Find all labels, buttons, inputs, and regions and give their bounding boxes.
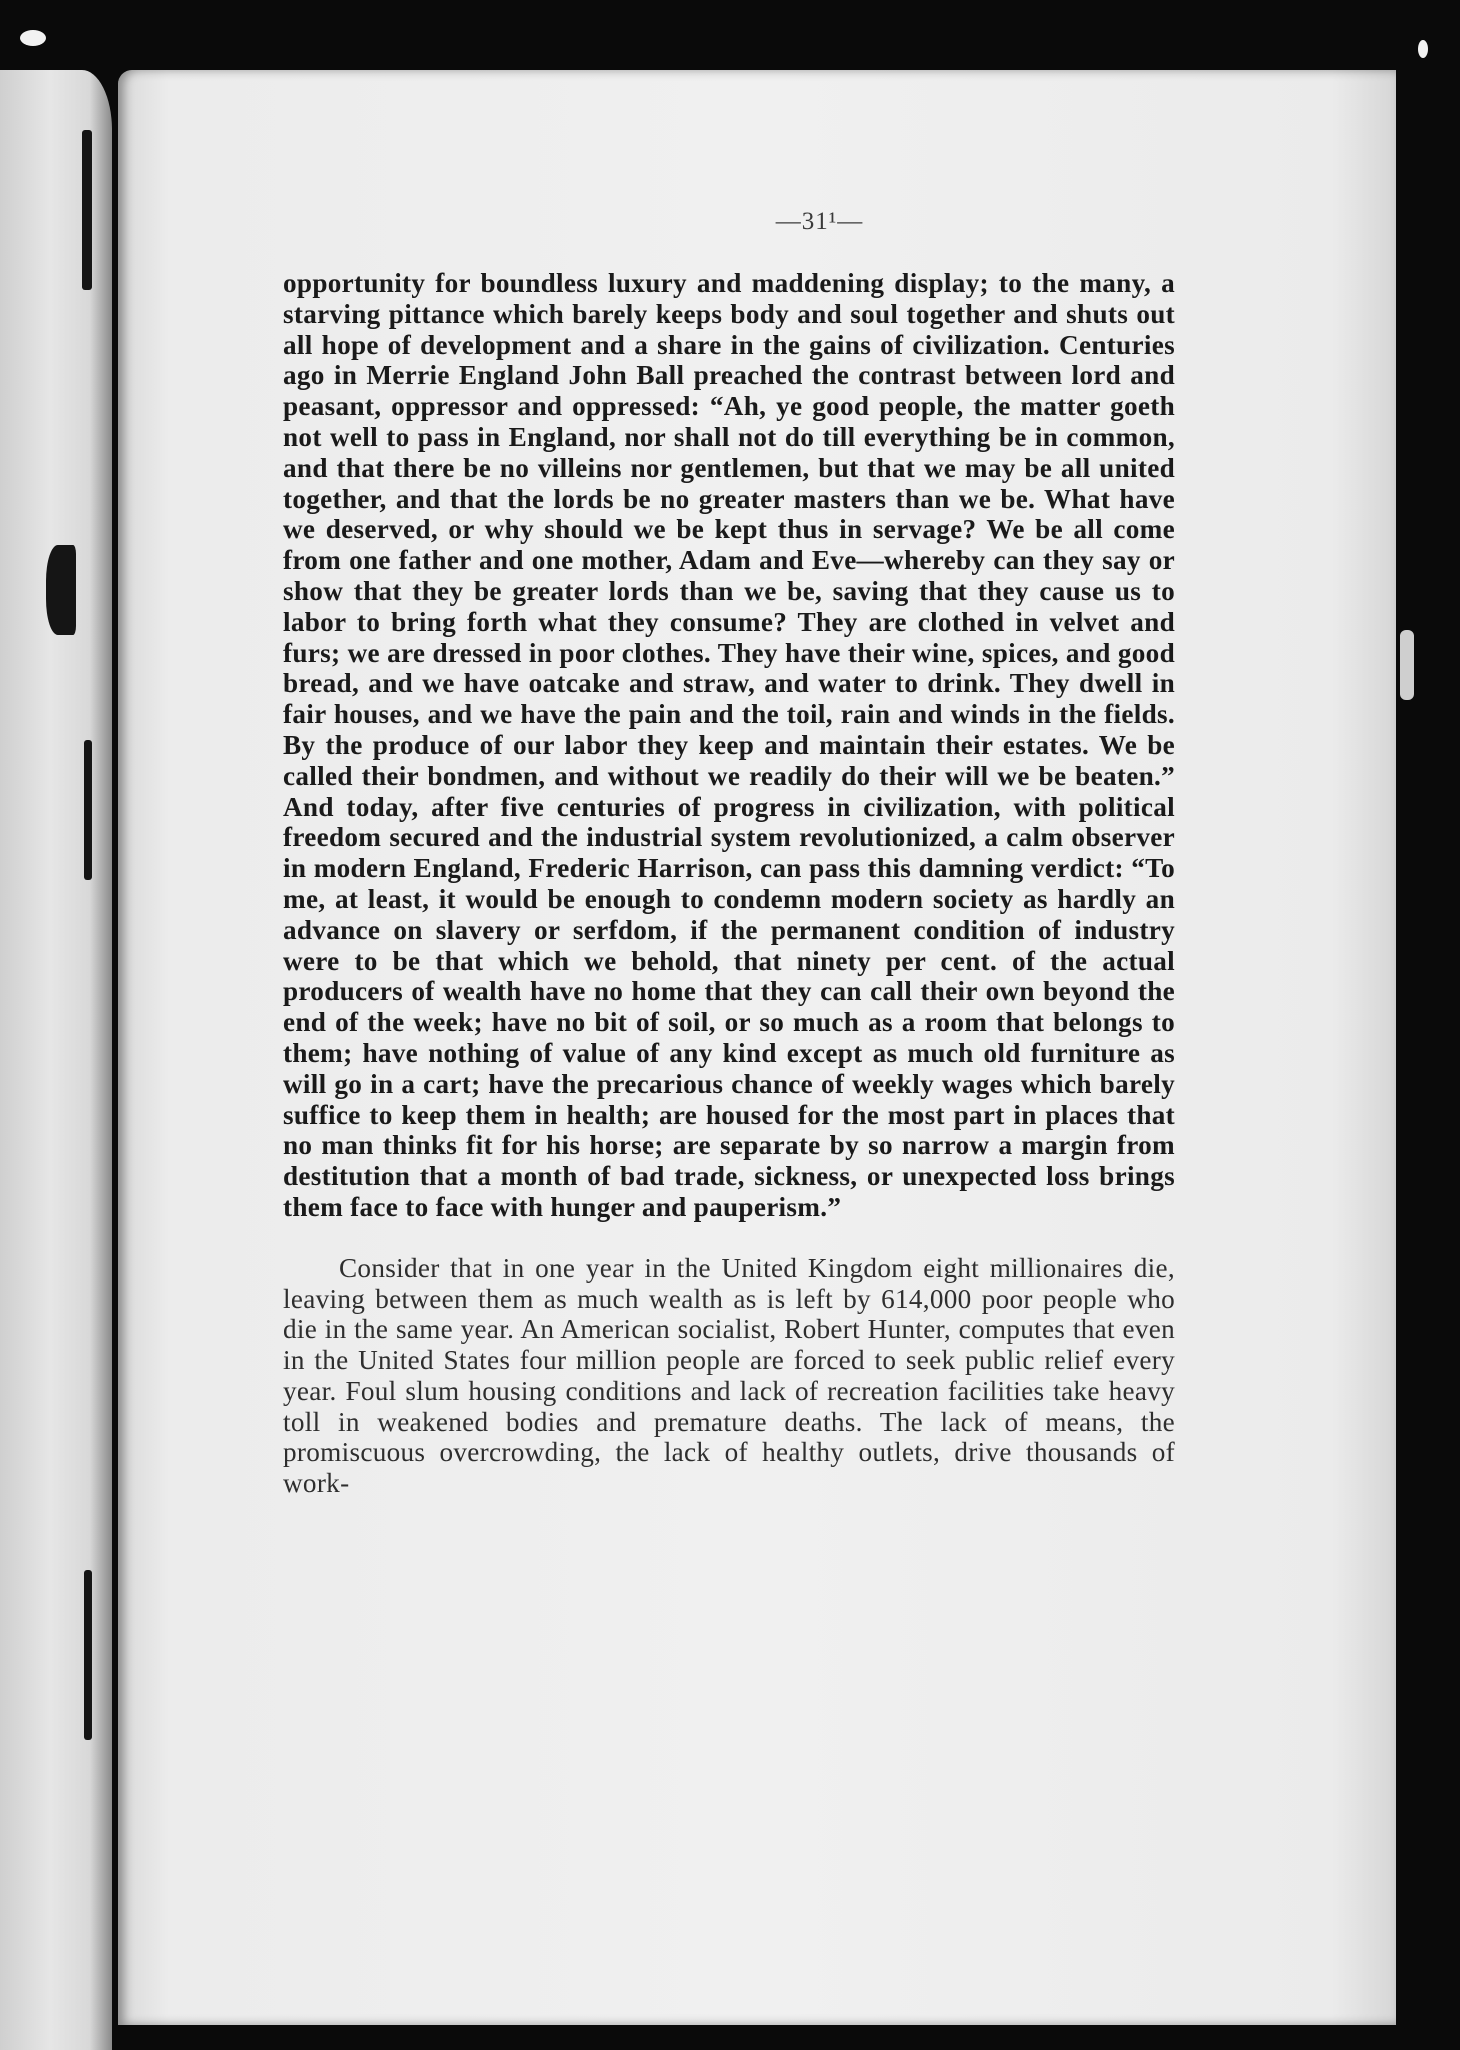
binding-mark [46,545,76,635]
paragraph: opportunity for boundless luxury and maddening display; to the many, a starving pittance which barely keeps body and soul together and shuts out all hope of development and a share in the gains of civilization. Centuries ago in Merrie England John Ball preached the contrast between lord and peasant, oppressor and oppressed: “Ah, ye good people, the matter goeth not well to pass in England, nor shall not do till everything be in common, and that there be no villeins nor gentlemen, but that we may be all united together, and that the lords be no greater masters than we be. What have we deserved, or why should we be kept thus in servage? We be all come from one father and one mother, Adam and Eve—whereby can they say or show that they be greater lords than we be, saving that they cause us to labor to bring forth what they consume? They are clothed in velvet and furs; we are dressed in poor clothes. They have their wine, spices, and good bread, and we have oatcake and straw, and water to drink. They dwell in fair houses, and we have the pain and the toil, rain and winds in the fields. By the produce of our labor they keep and maintain their estates. We be called their bondmen, and without we readily do their will we be beaten.” And today, after five centuries of progress in civilization, with political freedom secured and the industrial system revolutionized, a calm observer in modern England, Frederic Harrison, can pass this damning verdict: “To me, at least, it would be enough to condemn modern society as hardly an advance on slavery or serfdom, if the permanent condition of industry were to be that which we behold, that ninety per cent. of the actual producers of wealth have no home that they can call their own beyond the end of the week; have no bit of soil, or so much as a room that belongs to them; have nothing of value of any kind except as much old furniture as will go in a cart; have the precarious chance of weekly wages which barely suffice to keep them in health; are housed for the most part in places that no man thinks fit for his horse; are separate by so narrow a margin from destitution that a month of bad trade, sickness, or unexpected loss brings them face to face with hunger and pauperism.” [283,268,1175,1222]
page-number: —31¹— [775,208,864,235]
paragraph: Consider that in one year in the United Kingdom eight millionaires die, leaving between them as much wealth as is left by 614,000 poor people who die in the same year. An American socialist, Robert Hunter, computes that even in the United States four million people are forced to seek public relief every year. Foul slum housing conditions and lack of recreation facilities take heavy toll in weakened bodies and premature deaths. The lack of means, the promiscuous overcrowding, the lack of healthy outlets, drive thousands of work- [283,1252,1175,1499]
book-page [118,70,1396,2025]
left-page-edge [0,70,112,2050]
dust-speck [20,30,46,46]
dust-speck [1418,40,1428,58]
binding-mark [82,130,92,290]
body-text [283,268,1175,1499]
binding-mark [84,1570,92,1740]
binding-mark [84,740,92,880]
dust-speck [1400,630,1414,700]
